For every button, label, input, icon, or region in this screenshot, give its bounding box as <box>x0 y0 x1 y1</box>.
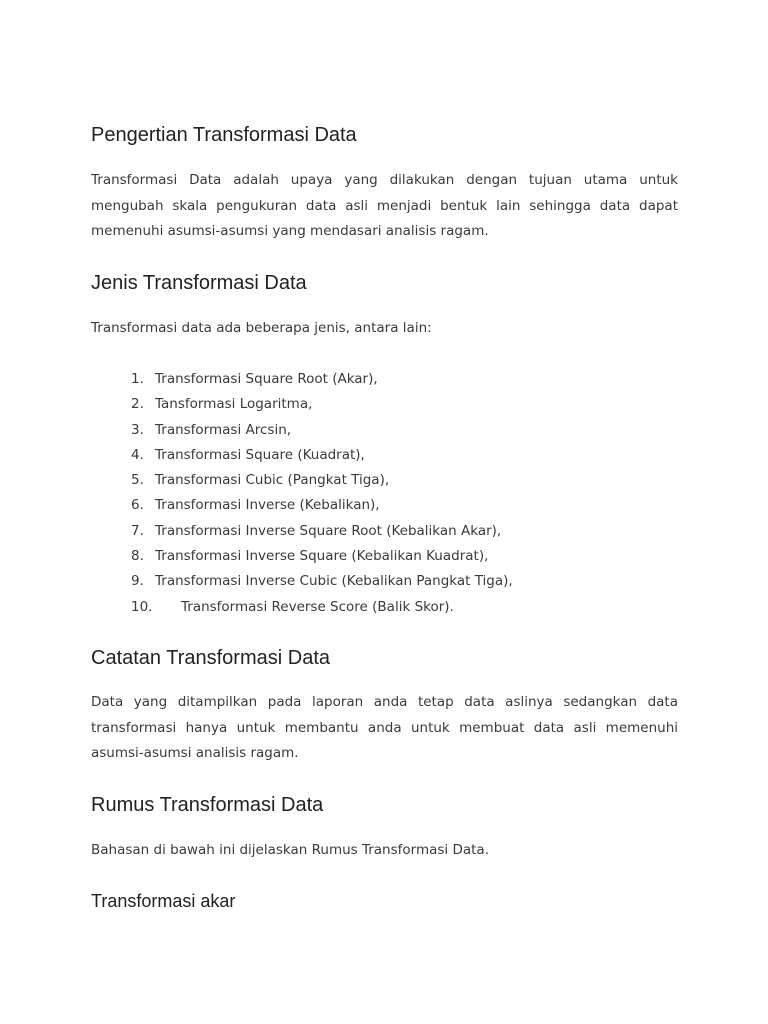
list-item <box>91 569 678 594</box>
list-item-number: 10. <box>131 598 153 615</box>
list-item-number: 6. <box>131 497 144 514</box>
list-item <box>91 493 678 518</box>
paragraph-rumus: Bahasan di bawah ini dijelaskan Rumus Transformasi Data. <box>91 842 489 858</box>
paragraph-jenis-intro: Transformasi data ada beberapa jenis, antara lain: <box>91 320 432 336</box>
list-item-text: Transformasi Square Root (Akar), <box>155 371 378 387</box>
list-item-text: Transformasi Inverse Square Root (Kebalikan Akar), <box>155 522 502 539</box>
list-item <box>91 595 678 620</box>
paragraph-catatan: Data yang ditampilkan pada laporan anda tetap data aslinya sedangkan data transformasi hanya untuk membantu anda untuk membuat data asli memenuhi asumsi-asumsi analisis ragam. <box>91 694 678 761</box>
list-item-text: Tansformasi Logaritma, <box>155 396 313 413</box>
heading-rumus: Rumus Transformasi Data <box>91 794 324 816</box>
list-item-number: 8. <box>131 548 144 565</box>
list-item-text: Transformasi Inverse (Kebalikan), <box>155 497 380 514</box>
list-item <box>91 443 678 468</box>
list-item <box>91 544 678 569</box>
heading-akar: Transformasi akar <box>91 891 236 911</box>
list-item-text: Transformasi Arcsin, <box>155 421 292 438</box>
list-item-text: Transformasi Square (Kuadrat), <box>155 446 365 463</box>
paragraph-pengertian: Transformasi Data adalah upaya yang dilakukan dengan tujuan utama untuk mengubah skala pengukuran data asli menjadi bentuk lain sehingga data dapat memenuhi asumsi-asumsi yang mendasari analisis ragam. <box>91 172 678 239</box>
list-item-text: Transformasi Cubic (Pangkat Tiga), <box>155 472 390 489</box>
list-item-number: 9. <box>131 573 144 590</box>
list-item-number: 3. <box>131 421 144 438</box>
list-item-text: Transformasi Inverse Cubic (Kebalikan Pangkat Tiga), <box>155 573 513 590</box>
list-item-number: 1. <box>131 371 144 387</box>
jenis-list <box>91 367 678 620</box>
list-item-text: Transformasi Reverse Score (Balik Skor). <box>181 598 454 615</box>
heading-pengertian: Pengertian Transformasi Data <box>91 124 357 146</box>
list-item-number: 2. <box>131 396 144 413</box>
list-item <box>91 468 678 493</box>
list-item <box>91 367 678 392</box>
heading-catatan: Catatan Transformasi Data <box>91 647 330 669</box>
list-item-number: 4. <box>131 446 144 463</box>
list-item <box>91 418 678 443</box>
list-item <box>91 519 678 544</box>
heading-jenis: Jenis Transformasi Data <box>91 272 307 294</box>
list-item-number: 5. <box>131 472 144 489</box>
list-item-number: 7. <box>131 522 144 539</box>
list-item <box>91 392 678 417</box>
list-item-text: Transformasi Inverse Square (Kebalikan Kuadrat), <box>155 548 489 565</box>
